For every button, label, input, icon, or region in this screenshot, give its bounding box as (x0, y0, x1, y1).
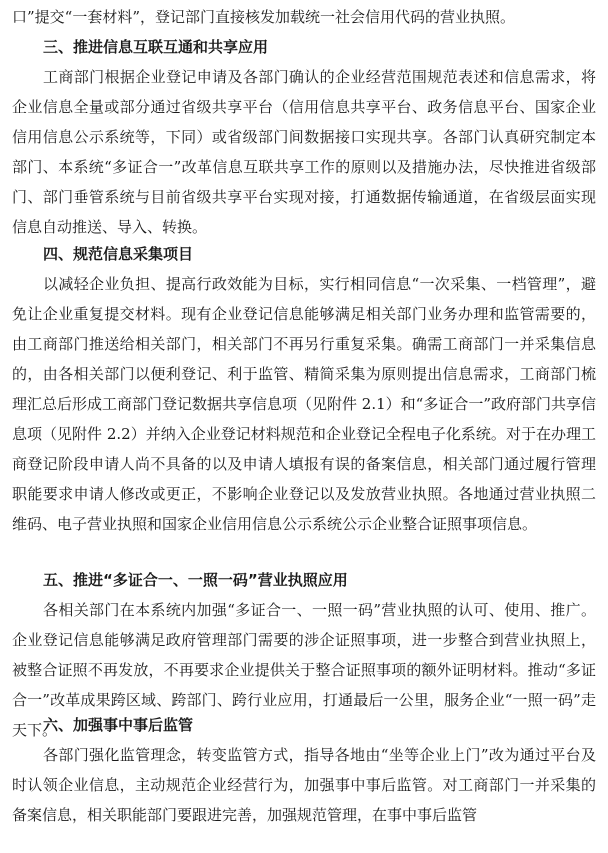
section-paragraph: 以减轻企业负担、提高行政效能为目标，实行相同信息“一次采集、一档管理”，避免让企业重复提交材料。现有企业登记信息能够满足相关部门业务办理和监管需要的，由工商部门推送给相关部门，相关部门不再另行重复采集。确需工商部门一并采集信息的，由各相关部门以便利登记、利于监管、精简采集为原则提出信息需求，工商部门梳理汇总后形成工商部门登记数据共享信息项（见附件 2.1）和“多证合一”政府部门共享信息项（见附件 2.2）并纳入企业登记材料规范和企业登记全程电子化系统。对于在办理工商登记阶段申请人尚不具备的以及申请人填报有误的备案信息，相关部门通过履行管理职能要求申请人修改或更正，不影响企业登记以及发放营业执照。各地通过营业执照二维码、电子营业执照和国家企业信用信息公示系统公示企业整合证照事项信息。 (12, 275, 596, 533)
section-heading: 三、推进信息互联互通和共享应用 (43, 38, 269, 56)
section-heading: 六、加强事中事后监管 (43, 716, 194, 734)
section-heading: 四、规范信息采集项目 (43, 245, 194, 263)
section-paragraph: 工商部门根据企业登记申请及各部门确认的企业经营范围规范表述和信息需求，将企业信息全量或部分通过省级共享平台（信用信息共享平台、政务信息平台、国家企业信用信息公示系统等，下同）或省级部门间数据接口实现共享。各部门认真研究制定本部门、本系统“多证合一”改革信息互联共享工作的原则以及措施办法，尽快推进省级部门、部门垂管系统与目前省级共享平台实现对接，打通数据传输通道，在省级层面实现信息自动推送、导入、转换。 (12, 68, 596, 236)
section-4 (12, 239, 596, 539)
section-6 (12, 710, 596, 830)
lead-paragraph: 口”提交“一套材料”，登记部门直接核发加载统一社会信用代码的营业执照。 (12, 8, 516, 26)
section-paragraph: 各相关部门在本系统内加强“多证合一、一照一码”营业执照的认可、使用、推广。企业登记信息能够满足政府管理部门需要的涉企证照事项，进一步整合到营业执照上，被整合证照不再发放，不再要求企业提供关于整合证照事项的额外证明材料。推动“多证合一”改革成果跨区域、跨部门、跨行业应用，打通最后一公里，服务企业“一照一码”走天下。 (12, 601, 596, 739)
section-paragraph: 各部门强化监管理念，转变监管方式，指导各地由“坐等企业上门”改为通过平台及时认领企业信息，主动规范企业经营行为，加强事中事后监管。对工商部门一并采集的备案信息，相关职能部门要跟进完善，加强规范管理，在事中事后监管 (12, 746, 596, 824)
section-3 (12, 32, 596, 242)
section-heading: 五、推进“多证合一、一照一码”营业执照应用 (43, 571, 348, 589)
